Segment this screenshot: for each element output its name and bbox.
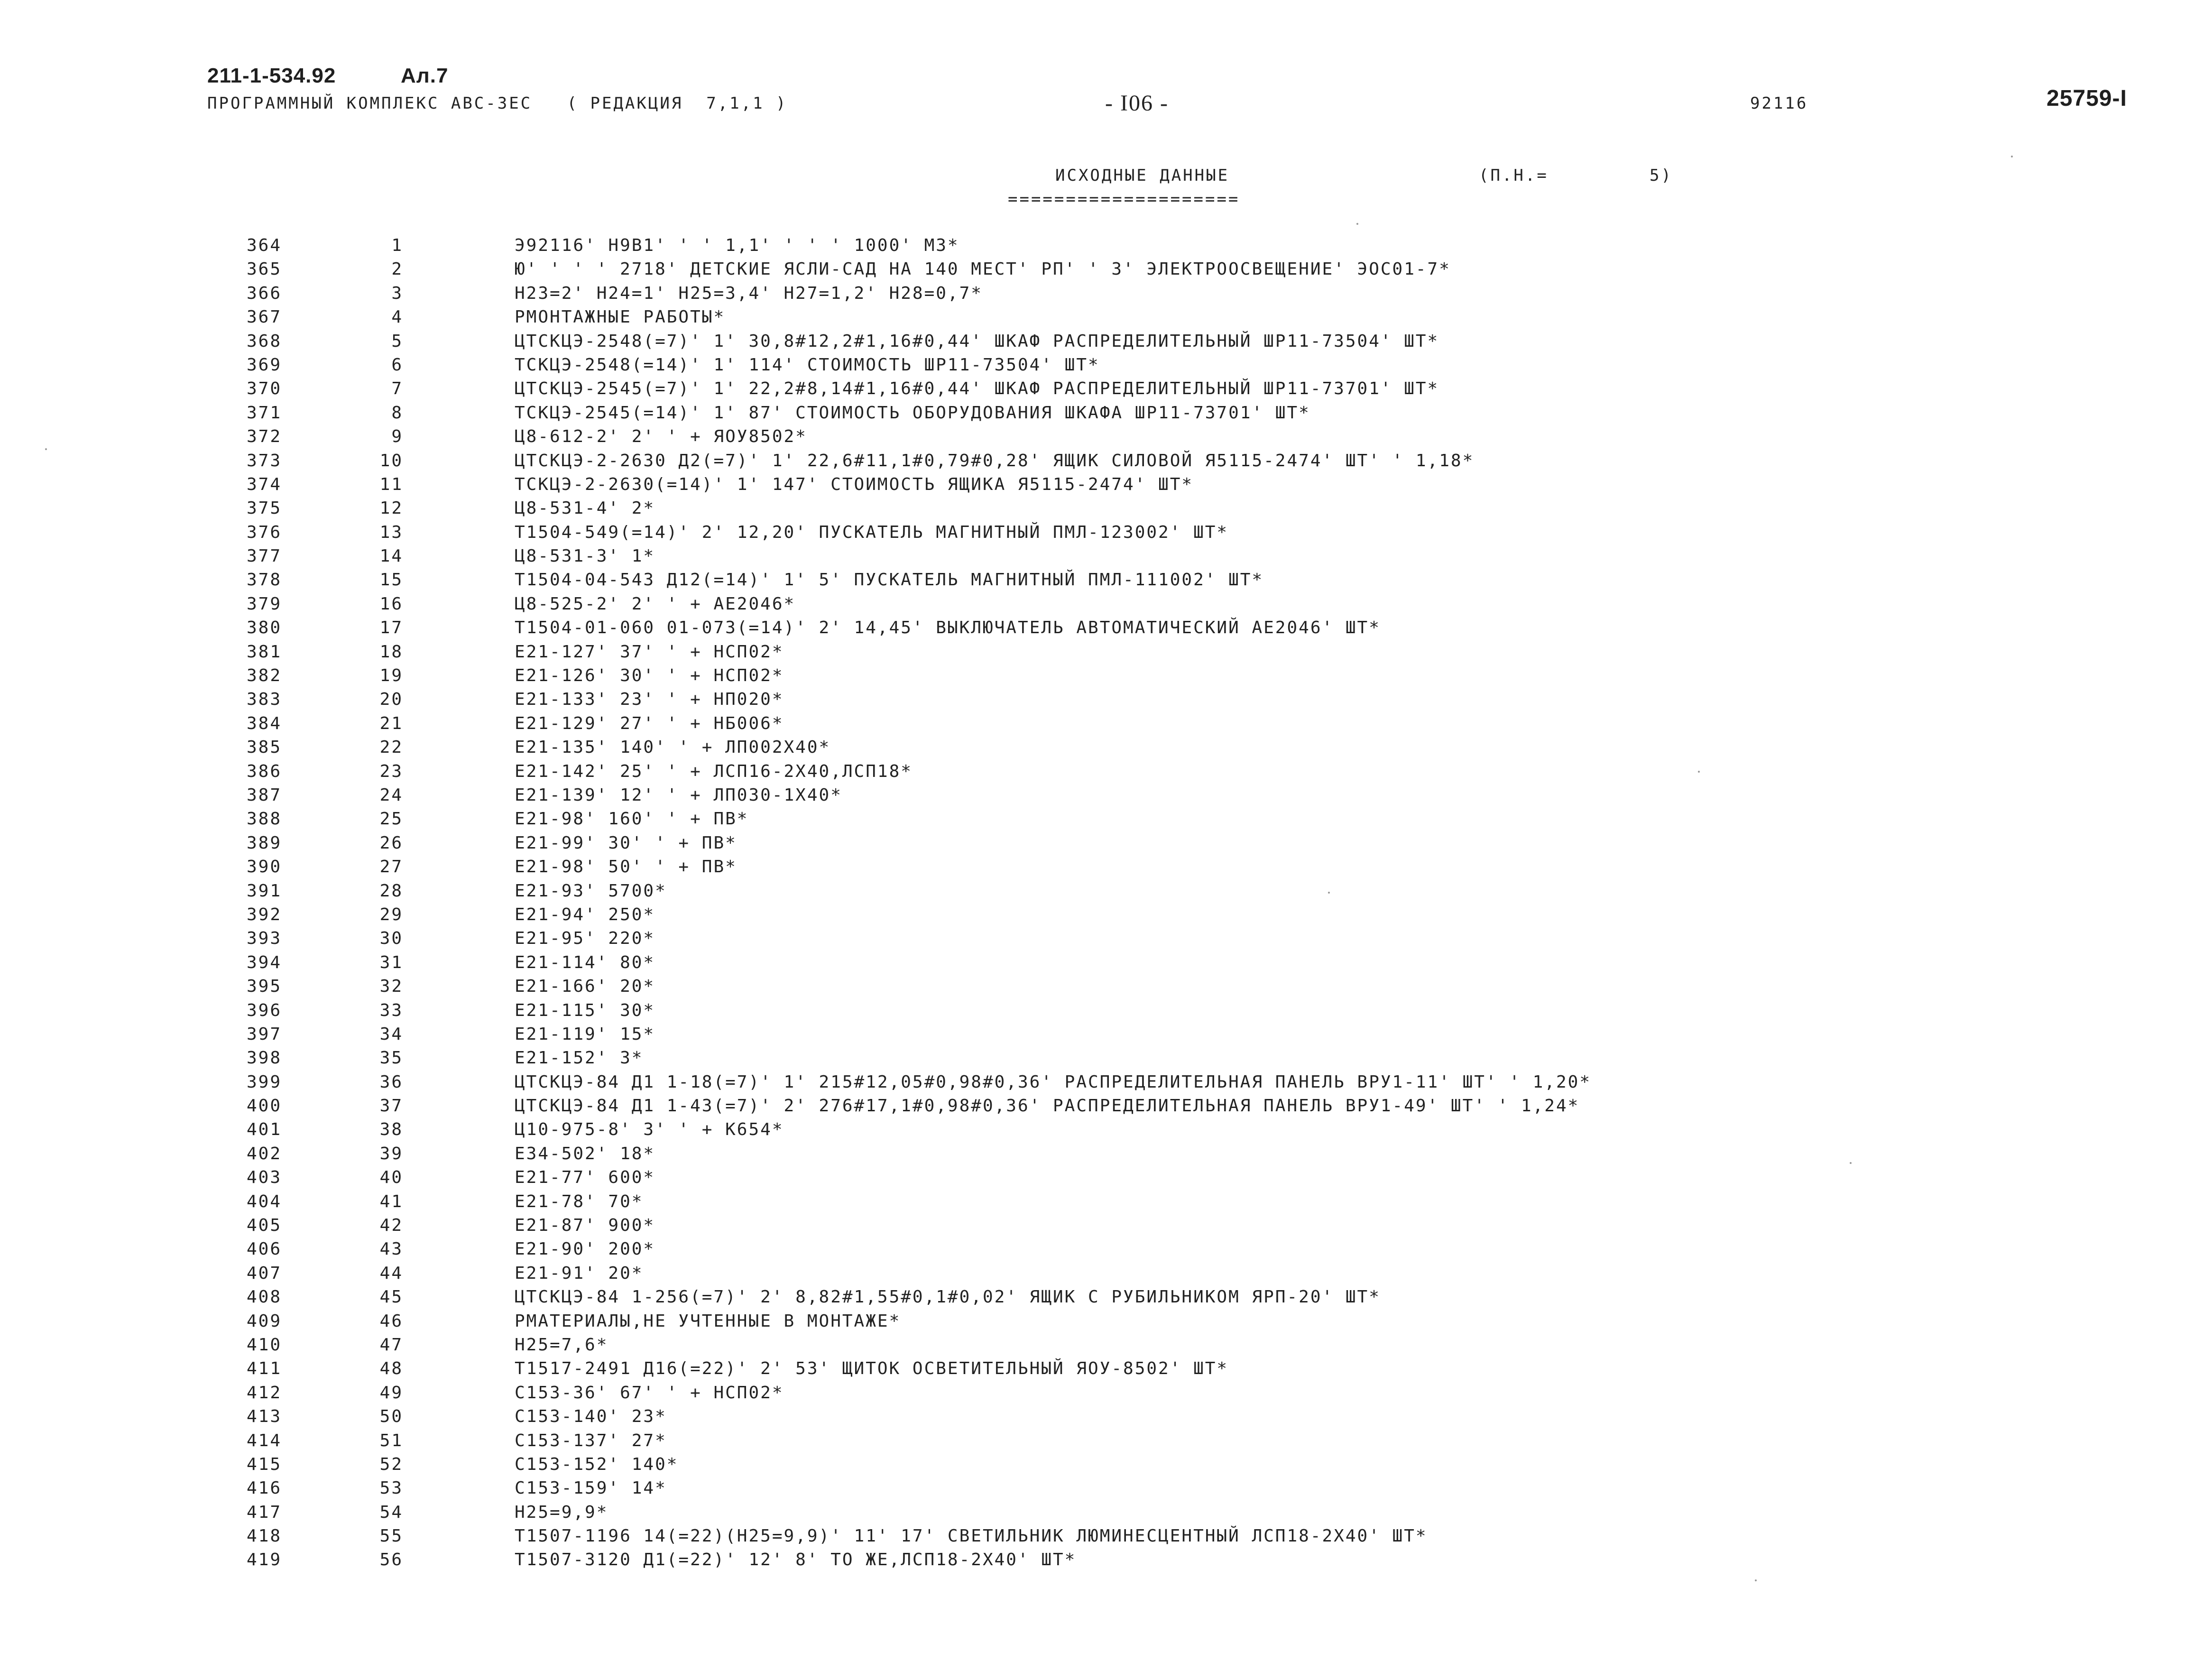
record-text: Ц8-525-2' 2' ' + АЕ2046* [515,594,796,614]
line-number: 393 [247,929,282,949]
line-number: 389 [247,833,282,853]
line-number: 368 [247,331,282,351]
record-number: 24 [379,785,403,805]
line-number: 369 [247,355,282,375]
record-number: 9 [391,427,403,447]
record-text: Т1504-549(=14)' 2' 12,20' ПУСКАТЕЛЬ МАГНИТНЫЙ ПМЛ-123002' ШТ* [515,522,1229,542]
line-number: 392 [247,905,282,924]
line-number: 371 [247,403,282,423]
record-text: Е21-95' 220* [515,929,655,949]
record-number: 36 [379,1072,403,1092]
scan-speck [1755,1579,1757,1581]
record-text: ТСКЦЭ-2-2630(=14)' 1' 147' СТОИМОСТЬ ЯЩИКА Я5115-2474' ШТ* [515,474,1194,494]
line-number: 367 [247,307,282,327]
record-number: 27 [379,857,403,877]
record-text: Е21-139' 12' ' + ЛП030-1Х40* [515,785,842,805]
pn-value: 5) [1650,166,1673,185]
record-text: Е21-114' 80* [515,952,655,972]
record-number: 29 [379,905,403,924]
record-text: Ц8-612-2' 2' ' + ЯОУ8502* [515,427,807,447]
record-number: 31 [379,952,403,972]
record-number: 23 [379,761,403,781]
record-number: 52 [379,1454,403,1474]
record-number: 39 [379,1144,403,1163]
record-number: 26 [379,833,403,853]
record-text: Е21-98' 160' ' + ПВ* [515,809,749,829]
line-number: 396 [247,1000,282,1020]
record-text: ТСКЦЭ-2545(=14)' 1' 87' СТОИМОСТЬ ОБОРУДОВАНИЯ ШКАФА ШР11-73701' ШТ* [515,403,1310,423]
record-text: РМОНТАЖНЫЕ РАБОТЫ* [515,307,726,327]
line-number: 403 [247,1168,282,1188]
line-number: 381 [247,642,282,662]
line-number: 391 [247,881,282,901]
album-number: Ал.7 [401,64,449,87]
record-number: 47 [379,1335,403,1355]
line-number: 378 [247,570,282,590]
record-text: Е21-99' 30' ' + ПВ* [515,833,737,853]
record-number: 19 [379,666,403,686]
record-number: 18 [379,642,403,662]
record-number: 13 [379,522,403,542]
record-number: 51 [379,1431,403,1450]
record-text: Е21-93' 5700* [515,881,667,901]
record-text: Т1504-01-060 01-073(=14)' 2' 14,45' ВЫКЛЮЧАТЕЛЬ АВТОМАТИЧЕСКИЙ АЕ2046' ШТ* [515,618,1381,638]
line-number: 405 [247,1216,282,1236]
pn-label: (П.Н.= [1479,166,1549,185]
record-number: 22 [379,738,403,757]
record-text: ЦТСКЦЭ-84 1-256(=7)' 2' 8,82#1,55#0,1#0,02' ЯЩИК С РУБИЛЬНИКОМ ЯРП-20' ШТ* [515,1287,1381,1307]
record-text: Е21-78' 70* [515,1191,644,1211]
line-number: 394 [247,952,282,972]
record-number: 50 [379,1407,403,1427]
record-text: Ю' ' ' ' 2718' ДЕТСКИЕ ЯСЛИ-САД НА 140 МЕСТ' РП' ' 3' ЭЛЕКТРООСВЕЩЕНИЕ' ЭОС01-7* [515,259,1451,279]
record-number: 25 [379,809,403,829]
document-code: 211-1-534.92 [207,64,336,87]
line-number: 385 [247,738,282,757]
record-number: 5 [391,331,403,351]
record-number: 54 [379,1502,403,1522]
record-text: С153-159' 14* [515,1478,667,1498]
record-number: 35 [379,1048,403,1068]
record-number: 14 [379,546,403,566]
record-text: ЦТСКЦЭ-2545(=7)' 1' 22,2#8,14#1,16#0,44' ШКАФ РАСПРЕДЕЛИТЕЛЬНЫЙ ШР11-73701' ШТ* [515,379,1439,399]
line-number: 406 [247,1239,282,1259]
record-text: ЦТСКЦЭ-2548(=7)' 1' 30,8#12,2#1,16#0,44' ШКАФ РАСПРЕДЕЛИТЕЛЬНЫЙ ШР11-73504' ШТ* [515,331,1439,351]
scan-speck [45,448,47,450]
scan-speck [1698,771,1700,773]
line-number: 404 [247,1191,282,1211]
record-text: Е21-77' 600* [515,1168,655,1188]
line-number: 377 [247,546,282,566]
record-text: РМАТЕРИАЛЫ,НЕ УЧТЕННЫЕ В МОНТАЖЕ* [515,1311,901,1331]
sheet-corner-number: 25759-I [2047,86,2127,111]
record-number: 49 [379,1383,403,1403]
record-number: 32 [379,977,403,997]
record-number: 15 [379,570,403,590]
record-text: С153-140' 23* [515,1407,667,1427]
record-text: Т1507-3120 Д1(=22)' 12' 8' ТО ЖЕ,ЛСП18-2Х40' ШТ* [515,1550,1077,1570]
record-number: 20 [379,690,403,710]
record-text: Е21-135' 140' ' + ЛП002Х40* [515,738,831,757]
record-number: 10 [379,451,403,471]
record-text: Т1507-1196 14(=22)(Н25=9,9)' 11' 17' СВЕТИЛЬНИК ЛЮМИНЕСЦЕНТНЫЙ ЛСП18-2Х40' ШТ* [515,1526,1428,1546]
record-number: 40 [379,1168,403,1188]
line-number: 399 [247,1072,282,1092]
code-number: 92116 [1750,94,1808,113]
record-text: Т1504-04-543 Д12(=14)' 1' 5' ПУСКАТЕЛЬ МАГНИТНЫЙ ПМЛ-111002' ШТ* [515,570,1264,590]
page-number: - I06 - [1105,91,1169,116]
record-number: 42 [379,1216,403,1236]
line-number: 414 [247,1431,282,1450]
record-number: 12 [379,498,403,518]
record-number: 45 [379,1287,403,1307]
line-number: 400 [247,1096,282,1116]
program-line: ПРОГРАММНЫЙ КОМПЛЕКС АВС-3ЕС ( РЕДАКЦИЯ 7,1,1 ) [207,94,788,113]
record-number: 56 [379,1550,403,1570]
record-text: С153-152' 140* [515,1454,679,1474]
record-text: С153-36' 67' ' + НСП02* [515,1383,784,1403]
line-number: 402 [247,1144,282,1163]
line-number: 370 [247,379,282,399]
record-text: Е21-127' 37' ' + НСП02* [515,642,784,662]
record-number: 17 [379,618,403,638]
line-number: 415 [247,1454,282,1474]
record-text: Е21-142' 25' ' + ЛСП16-2Х40,ЛСП18* [515,761,913,781]
record-text: Е21-126' 30' ' + НСП02* [515,666,784,686]
record-number: 16 [379,594,403,614]
record-text: Т1517-2491 Д16(=22)' 2' 53' ЩИТОК ОСВЕТИТЕЛЬНЫЙ ЯОУ-8502' ШТ* [515,1359,1229,1379]
line-number: 417 [247,1502,282,1522]
record-number: 28 [379,881,403,901]
record-text: ЦТСКЦЭ-2-2630 Д2(=7)' 1' 22,6#11,1#0,79#0,28' ЯЩИК СИЛОВОЙ Я5115-2474' ШТ' ' 1,18* [515,451,1475,471]
line-number: 364 [247,236,282,255]
record-number: 38 [379,1120,403,1140]
section-title: ИСХОДНЫЕ ДАННЫЕ [1055,166,1230,185]
line-number: 386 [247,761,282,781]
record-number: 34 [379,1024,403,1044]
record-text: Е21-115' 30* [515,1000,655,1020]
line-number: 376 [247,522,282,542]
record-number: 33 [379,1000,403,1020]
line-number: 373 [247,451,282,471]
record-text: Е21-87' 900* [515,1216,655,1236]
line-number: 407 [247,1263,282,1283]
record-number: 41 [379,1191,403,1211]
line-number: 408 [247,1287,282,1307]
scan-speck [1356,223,1358,225]
record-text: Е21-90' 200* [515,1239,655,1259]
record-text: С153-137' 27* [515,1431,667,1450]
record-text: Ц8-531-3' 1* [515,546,655,566]
record-number: 8 [391,403,403,423]
line-number: 387 [247,785,282,805]
record-text: Ц10-975-8' 3' ' + К654* [515,1120,784,1140]
line-number: 383 [247,690,282,710]
record-text: ЦТСКЦЭ-84 Д1 1-18(=7)' 1' 215#12,05#0,98#0,36' РАСПРЕДЕЛИТЕЛЬНАЯ ПАНЕЛЬ ВРУ1-11' ШТ' ' 1,20* [515,1072,1591,1092]
record-text: Н25=9,9* [515,1502,608,1522]
scan-speck [2011,156,2013,157]
line-number: 395 [247,977,282,997]
record-text: Е21-98' 50' ' + ПВ* [515,857,737,877]
line-number: 411 [247,1359,282,1379]
record-number: 6 [391,355,403,375]
record-number: 21 [379,713,403,733]
line-number: 401 [247,1120,282,1140]
line-number: 419 [247,1550,282,1570]
line-number: 410 [247,1335,282,1355]
title-underline: ==================== [1008,190,1240,209]
record-number: 46 [379,1311,403,1331]
line-number: 379 [247,594,282,614]
line-number: 398 [247,1048,282,1068]
record-number: 7 [391,379,403,399]
line-number: 413 [247,1407,282,1427]
record-text: ЦТСКЦЭ-84 Д1 1-43(=7)' 2' 276#17,1#0,98#0,36' РАСПРЕДЕЛИТЕЛЬНАЯ ПАНЕЛЬ ВРУ1-49' ШТ' ' 1,24* [515,1096,1580,1116]
record-number: 44 [379,1263,403,1283]
record-text: Э92116' Н9В1' ' ' 1,1' ' ' ' 1000' М3* [515,236,959,255]
line-number: 384 [247,713,282,733]
record-text: Н23=2' Н24=1' Н25=3,4' Н27=1,2' Н28=0,7* [515,283,983,303]
record-number: 37 [379,1096,403,1116]
line-number: 375 [247,498,282,518]
record-text: Е21-119' 15* [515,1024,655,1044]
scan-speck [1850,1162,1852,1164]
line-number: 418 [247,1526,282,1546]
line-number: 382 [247,666,282,686]
line-number: 365 [247,259,282,279]
record-text: Е21-133' 23' ' + НП020* [515,690,784,710]
record-text: Ц8-531-4' 2* [515,498,655,518]
line-number: 412 [247,1383,282,1403]
record-text: Е21-129' 27' ' + НБ006* [515,713,784,733]
record-number: 53 [379,1478,403,1498]
record-text: Е21-94' 250* [515,905,655,924]
line-number: 380 [247,618,282,638]
record-number: 1 [391,236,403,255]
record-number: 2 [391,259,403,279]
scan-speck [1328,892,1330,894]
line-number: 366 [247,283,282,303]
record-number: 11 [379,474,403,494]
line-number: 409 [247,1311,282,1331]
record-number: 30 [379,929,403,949]
record-text: Е21-152' 3* [515,1048,644,1068]
record-number: 55 [379,1526,403,1546]
line-number: 374 [247,474,282,494]
record-number: 4 [391,307,403,327]
record-number: 48 [379,1359,403,1379]
line-number: 388 [247,809,282,829]
record-number: 43 [379,1239,403,1259]
line-number: 416 [247,1478,282,1498]
line-number: 397 [247,1024,282,1044]
record-text: Н25=7,6* [515,1335,608,1355]
line-number: 372 [247,427,282,447]
record-text: ТСКЦЭ-2548(=14)' 1' 114' СТОИМОСТЬ ШР11-73504' ШТ* [515,355,1100,375]
record-text: Е21-91' 20* [515,1263,644,1283]
record-text: Е21-166' 20* [515,977,655,997]
record-text: Е34-502' 18* [515,1144,655,1163]
record-number: 3 [391,283,403,303]
line-number: 390 [247,857,282,877]
